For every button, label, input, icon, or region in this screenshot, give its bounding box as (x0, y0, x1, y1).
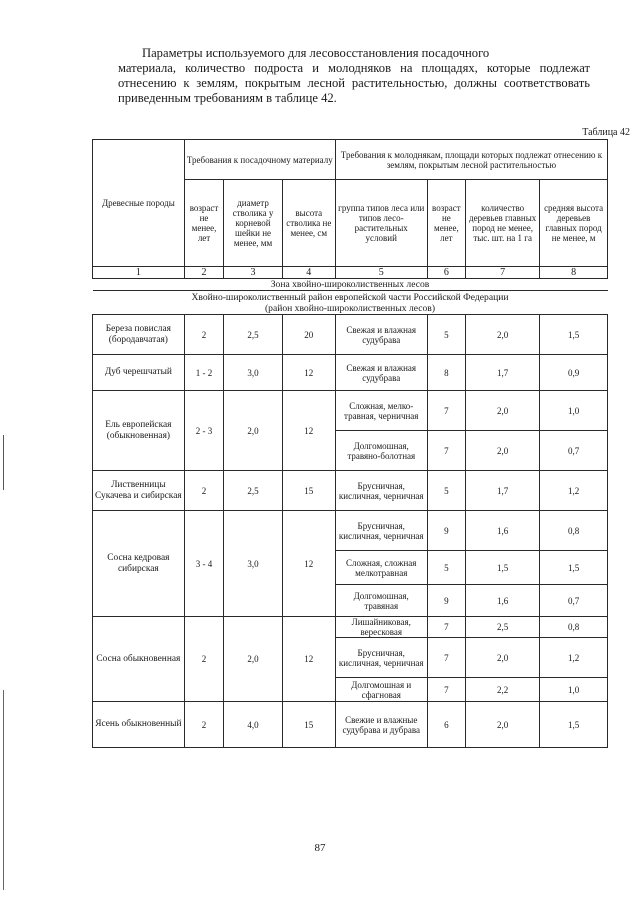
region-subtitle: (район хвойно-широколиственных лесов) (264, 302, 436, 314)
tree-count-cell: 1,5 (466, 551, 540, 585)
forest-type-cell: Долгомошная, травяно-болотная (335, 431, 427, 471)
tree-count-cell: 2,0 (466, 391, 540, 431)
planting-age-cell: 3 - 4 (184, 511, 224, 617)
young-age-cell: 7 (427, 617, 466, 638)
tree-count-cell: 1,6 (466, 585, 540, 617)
diameter-cell: 4,0 (224, 702, 282, 748)
region-name: Хвойно-широколиственный район европейской части Российской Федерации (191, 291, 509, 303)
avg-height-cell: 1,2 (540, 638, 608, 678)
forest-type-cell: Свежая и влажная судубрава (335, 355, 427, 391)
table-caption: Таблица 42 (582, 127, 630, 138)
species-cell: Дуб черешчатый (93, 355, 185, 391)
table-body (93, 140, 608, 748)
planting-age-cell: 2 (184, 471, 224, 511)
planting-age-cell: 2 (184, 617, 224, 702)
scan-edge-mark (3, 435, 4, 490)
region-row (93, 291, 608, 315)
young-age-cell: 7 (427, 431, 466, 471)
young-age-cell: 5 (427, 315, 466, 355)
planting-age-cell: 2 (184, 702, 224, 748)
forest-type-cell: Свежая и влажная судубрава (335, 315, 427, 355)
young-age-cell: 7 (427, 678, 466, 702)
col-number: 1 (93, 267, 185, 279)
header-age: возраст не менее, лет (184, 180, 224, 267)
col-number: 7 (466, 267, 540, 279)
table-row (93, 471, 608, 511)
tree-count-cell: 2,2 (466, 678, 540, 702)
tree-count-cell: 2,0 (466, 315, 540, 355)
forest-type-cell: Свежие и влажные судубрава и дубрава (335, 702, 427, 748)
species-cell: Сосна обыкновенная (93, 617, 185, 702)
table-row (93, 617, 608, 638)
header-species: Древесные породы (93, 140, 185, 267)
tree-count-cell: 2,5 (466, 617, 540, 638)
intro-line-rest: материала, количество подроста и молодняков на площадях, которые подлежат отнесению к землям, покрытым лесной растительностью, должны соответствовать приведенным требованиям в таблице 42. (118, 61, 590, 105)
forest-type-cell: Брусничная, кисличная, черничная (335, 638, 427, 678)
intro-paragraph (118, 46, 590, 106)
forest-type-cell: Лишайниковая, вересковая (335, 617, 427, 638)
column-number-row (93, 267, 608, 279)
species-cell: Береза повислая (бородавчатая) (93, 315, 185, 355)
avg-height-cell: 0,7 (540, 431, 608, 471)
tree-count-cell: 1,7 (466, 355, 540, 391)
col-number: 5 (335, 267, 427, 279)
avg-height-cell: 0,9 (540, 355, 608, 391)
species-cell: Лиственницы Сукачева и сибирская (93, 471, 185, 511)
diameter-cell: 3,0 (224, 511, 282, 617)
tree-count-cell: 2,0 (466, 431, 540, 471)
height-cell: 15 (282, 702, 335, 748)
diameter-cell: 2,5 (224, 471, 282, 511)
col-number: 8 (540, 267, 608, 279)
young-age-cell: 5 (427, 471, 466, 511)
young-age-cell: 9 (427, 585, 466, 617)
avg-height-cell: 0,7 (540, 585, 608, 617)
header-row-1 (93, 140, 608, 180)
tree-count-cell: 2,0 (466, 638, 540, 678)
planting-age-cell: 2 - 3 (184, 391, 224, 471)
tree-count-cell: 2,0 (466, 702, 540, 748)
forest-type-cell: Брусничная, кисличная, черничная (335, 511, 427, 551)
requirements-table (92, 139, 608, 748)
table-row (93, 511, 608, 551)
diameter-cell: 2,0 (224, 391, 282, 471)
height-cell: 20 (282, 315, 335, 355)
intro-line-1: Параметры используемого для лесовосстановления посадочного (142, 46, 490, 60)
table-row (93, 702, 608, 748)
height-cell: 12 (282, 617, 335, 702)
avg-height-cell: 1,5 (540, 551, 608, 585)
diameter-cell: 2,0 (224, 617, 282, 702)
young-age-cell: 6 (427, 702, 466, 748)
height-cell: 12 (282, 391, 335, 471)
header-height: высота стволика не менее, см (282, 180, 335, 267)
avg-height-cell: 0,8 (540, 511, 608, 551)
young-age-cell: 8 (427, 355, 466, 391)
forest-type-cell: Сложная, сложная мелкотравная (335, 551, 427, 585)
avg-height-cell: 1,5 (540, 315, 608, 355)
avg-height-cell: 0,8 (540, 617, 608, 638)
table-row (93, 355, 608, 391)
diameter-cell: 2,5 (224, 315, 282, 355)
avg-height-cell: 1,5 (540, 702, 608, 748)
species-cell: Сосна кедровая сибирская (93, 511, 185, 617)
tree-count-cell: 1,7 (466, 471, 540, 511)
diameter-cell: 3,0 (224, 355, 282, 391)
avg-height-cell: 1,0 (540, 391, 608, 431)
header-diameter: диаметр стволика у корневой шейки не менее, мм (224, 180, 282, 267)
col-number: 4 (282, 267, 335, 279)
zone-title: Зона хвойно-широколиственных лесов (93, 279, 608, 291)
region-title (93, 291, 608, 315)
header-planting-group: Требования к посадочному материалу (184, 140, 335, 180)
header-count: количество деревьев главных пород не менее, тыс. шт. на 1 га (466, 180, 540, 267)
page-number: 87 (314, 842, 326, 854)
young-age-cell: 9 (427, 511, 466, 551)
height-cell: 15 (282, 471, 335, 511)
col-number: 6 (427, 267, 466, 279)
col-number: 2 (184, 267, 224, 279)
header-forest-type: группа типов леса или типов лесо-растительных условий (335, 180, 427, 267)
forest-type-cell: Долгомошная, травяная (335, 585, 427, 617)
col-number: 3 (224, 267, 282, 279)
young-age-cell: 5 (427, 551, 466, 585)
forest-type-cell: Долгомошная и сфагновая (335, 678, 427, 702)
header-young-group: Требования к молоднякам, площади которых подлежат отнесению к землям, покрытым лесной растительностью (335, 140, 607, 180)
height-cell: 12 (282, 355, 335, 391)
table-row (93, 391, 608, 431)
planting-age-cell: 2 (184, 315, 224, 355)
young-age-cell: 7 (427, 391, 466, 431)
header-avg-height: средняя высота деревьев главных пород не менее, м (540, 180, 608, 267)
table-row (93, 315, 608, 355)
scan-edge-mark (3, 690, 4, 890)
species-cell: Ель европейская (обыкновенная) (93, 391, 185, 471)
species-cell: Ясень обыкновенный (93, 702, 185, 748)
tree-count-cell: 1,6 (466, 511, 540, 551)
forest-type-cell: Брусничная, кисличная, черничная (335, 471, 427, 511)
planting-age-cell: 1 - 2 (184, 355, 224, 391)
young-age-cell: 7 (427, 638, 466, 678)
zone-row (93, 279, 608, 291)
avg-height-cell: 1,0 (540, 678, 608, 702)
header-young-age: возраст не менее, лет (427, 180, 466, 267)
avg-height-cell: 1,2 (540, 471, 608, 511)
forest-type-cell: Сложная, мелко-травная, черничная (335, 391, 427, 431)
height-cell: 12 (282, 511, 335, 617)
